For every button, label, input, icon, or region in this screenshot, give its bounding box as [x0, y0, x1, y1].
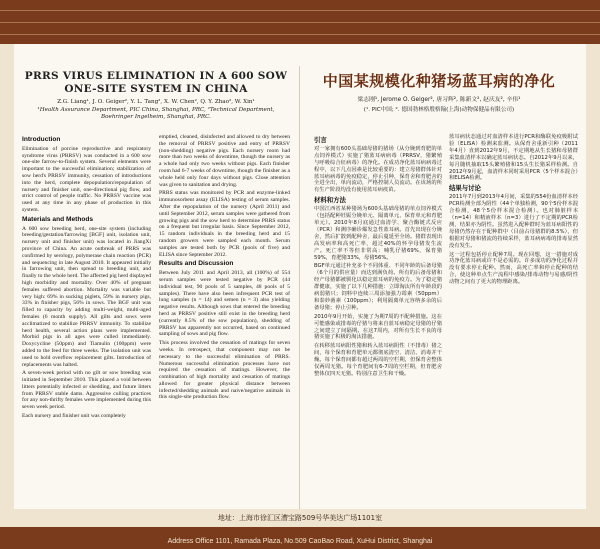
monitoring-text: PRRS status was monitored by PCR and enzyme-linked immunosorbent assay (ELISA) testing of serum samples. After the repopulation of the nursery (April 2011) and until September 2012, serum samples were gathered from growing pigs and the sow herd to determine PRRS status on a frequent but irregular basis. Since September 2012, 15 random individuals in the breeding herd and 15 random growers were sampled each month. Serum samples are tested both by PCR (pools of five) and ELISA since September 2012. — [159, 190, 290, 258]
zh-intro-heading: 引言 — [314, 136, 327, 144]
chinese-affiliations: (¹. PIC中国; ². 德国勃林格殷格翰(上海)动物保健品有限公司) — [363, 107, 515, 113]
zh-methods-text-2: BGF单元通过补充多个不同体重、不同年龄的后备母猪（6个月的供应量）而达到满负荷。所有的后备母猪和经产母猪都被驯化以稳定蓝耳病的免疫力。为了稳定猪群健康，实施了以下几种措施：立即淘汰所有年龄段的病弱猪只；饲料中连续三周添加强力霉素（50ppm）和泰妙菌素（100ppm）；利用隔离单元容纳多余的后备母猪；停止引种。 — [314, 263, 442, 311]
english-column-1 — [22, 134, 151, 422]
results-text-2: This process involved the cessation of matings for seven weeks. In retrospect, that component may not be necessary to the successful elimination of PRRS. Numerous successful elimination processes have not required the cessation of matings. However, the combination of high mortality and cessation of matings allowed for greater physical distance between infected/shedding animals and naive/negative animals in this single-site production flow. — [159, 340, 290, 401]
column-divider — [299, 66, 300, 521]
zh-results-text: 2011年7月到2013年4月间，采集的554份血清样本经PCR检测全部为阴性（44个单独检测，90个5份样本混合检测，48个5份样本混合检测）。也对肺脏样本（n=14）和精液样本（n=3）进行了不定期的PCR检测，结果亦为阴性。虽然进入配种群时为蓝耳病阳性的母猪仍然存在于配种群中（目前占母猪群的8.5%），但根据对母猪和猪流的持续采样，蓝耳病病毒的排毒显然没有发生。 — [449, 194, 578, 249]
zh-methods-heading: 材料和方法 — [314, 196, 346, 205]
english-authors: Z.G. Liang¹, J. O. Geiger², Y. L. Tang², X. W. Chen², Q. Y. Zhao², W. Xin¹ — [57, 99, 255, 105]
footer-english-address: Address Office 1101, Ramada Plaza, No.509 CaoBao Road, XuHui District, Shanghai — [167, 538, 433, 545]
methods-heading: Materials and Methods — [22, 215, 94, 223]
methods-text-2: A seven-week period with no gilt or sow breeding was initiated in September 2010. This placed a void between litters potentially infected or shedding, and future litters from PRRSV stable dams. Aggressive culling practices for any non-thrifty females were implemented during this seven week period. — [22, 370, 151, 411]
zh-methods-text: 中国江西省某种猪场为600头基础母猪的单点饲养模式（包括配种妊娠分娩单元、隔离单元、保育单元和育肥单元）。2010年8月底通过血清学、聚合酶链式反应（PCR）和测序确诊爆发急性蓝耳病。首先出现在分娩舍，然后扩散到配种舍，最后蔓延至全场。猪群表现出高发病率和高死亡率，超过40%的怀孕母猪发生流产。死亡率不等但非常高：哺乳仔猪69%，保育猪59%，育肥猪33%，母猪56%。 — [314, 206, 442, 261]
chinese-column-1 — [314, 134, 442, 380]
footer-chinese-address: 地址：上海市徐汇区漕宝路509号华美达广场1101室 — [0, 509, 600, 527]
chinese-column-2 — [449, 134, 578, 288]
intro-heading: Introduction — [22, 136, 61, 143]
methods-text-cont: emptied, cleaned, disinfected and allowed to dry between the removal of PRRSV positive and entry of PRRSV (non-shedding) negative pigs. Each nursery room had more than two weeks of downtime, though the nursery as a whole had only two weeks without pigs. Each finisher room had 6-7 weeks of downtime, though the finisher as a whole held only four days without pigs. Close attention was given to sanitation and drying. — [159, 134, 290, 188]
zh-intro-text: 对一家拥有600头基础母猪的猪场（从分娩到育肥的单点饲养模式）实施了猪蓝耳病病毒（PRRSV，猪繁殖与呼吸综合征病毒）的净化。在成功净化蓝耳病病毒过程中，以下几点因素是比较重要的：建立母猪群体针对蓝耳病病毒的免疫稳定，停止引种，保育舍和育肥舍的全进全出，单向流动，严格控制人员流动。在该场的所有生产阶段均没有使用蓝耳病疫苗。 — [314, 145, 442, 194]
methods-text-3: Each nursery and finisher unit was completely — [22, 413, 126, 420]
zh-results-heading: 结果与讨论 — [449, 184, 481, 193]
english-column-2 — [159, 134, 290, 403]
top-band — [0, 0, 600, 44]
results-text: Between July 2011 and April 2013, all (100%) of 554 serum samples were tested negative by PCR (44 individual test, 90 pools of 5 samples, 48 pools of 5 samples). There have also been infrequent PCR test of lung samples (n = 14) and semen (n = 3) also yielding negative results. Although sows that entered the breeding herd as PRRSV positive still exist in the breeding herd (currently 8.5% of the sow population), shedding of PRRSV has apparently not occurred, based on continued sampling of sows and pig flow. — [159, 270, 290, 338]
right-margin — [586, 44, 600, 527]
english-affiliations: ¹Health Assurance Department, PIC China, Shanghai, PRC, ²Technical Department, Boehringer Ingelheim, Shanghai, PRC. — [37, 107, 275, 121]
zh-methods-text-3: 2010年9月开始，实施了为期7周的不配种措施。这在可能感染或排毒的仔猪与将来自蓝耳病稳定母猪的仔猪之间建立了间隔期。在这7周内，对所有生长不良的母猪实施了积极的淘汰措施。 — [314, 313, 442, 341]
english-title: PRRS VIRUS ELIMINATION IN A 600 SOW ONE-SITE SYSTEM IN CHINA — [24, 70, 288, 95]
zh-monitoring-text: 蓝耳病状态通过对血清样本进行PCR和酶联免疫吸附试验（ELISA）检测来监测。从保育舍重新引种（2011年4月）直到2012年9月，不定期地从生长猪和母猪群采集血清样本以确定蓝耳病状态。自2012年9月以来，每月随机抽取15头繁殖猪和15头生长猪采样检测。自2012年9月起，血清样本同时采用PCR（5个样本混合）和ELISA检测。 — [449, 134, 578, 182]
methods-text: A 600 sow breeding herd, one-site system (including breeding/gestation/farrowing [BGF] unit, isolation unit, nursery unit and finisher unit) was located in JiangXi province of China. An acute outbreak of PRRS was confirmed by serology, polymerase chain reaction (PCR) and sequencing in late August 2010. It appeared initially in farrowing unit, then spread to breeding unit, and finally to the whole herd. The affected pig herd displayed high morbidity and mortality. Over 40% of pregnant females suffered abortion. Mortality was variable but very high: 69% in sucking piglets, 59% in nursery pigs, 33% in finisher pigs, 56% in sows. The BGF unit was filled to capacity by adding multi-weight, multi-aged females (6 month supply). All gilts and sows were acclimatized to stabilize PRRSV immunity. To stabilize herd health, several action plans were implemented. Morbid pigs in all ages were culled immediately. Doxycycline (50ppm) and Tiamulin (100ppm) were added to the feed for three weeks. The isolation unit was used to hold overflow replacement gilts. Introduction of replacements was halted. — [22, 225, 151, 368]
chinese-authors: 梁志刚¹, Jerome O. Geiger², 唐习辉², 陈新文², 赵庆友², 辛伟¹ — [357, 97, 521, 103]
intro-text: Elimination of porcine reproductive and respiratory syndrome virus (PRRSV) was conducted in a 600 sow one-site farrow-to-finish system. Several elements were important to the successful elimination; stabilization of sow herd's PRRSV immunity, cessation of introductions into the herd, complete depopulation/repopulation of nursery and finisher unit, one-directional pig flow, and strict control of people traffic. No PRRSV vaccine was used at any time in any phase of production in this system. — [22, 145, 151, 213]
chinese-title: 中国某规模化种猪场蓝耳病的净化 — [322, 72, 556, 90]
left-margin — [0, 44, 14, 527]
results-heading: Results and Discussion — [159, 260, 234, 268]
zh-results-text-2: 这一过程包括停止配种7周。现在回想，这一措施对成功净化蓝耳病或许不是必需的。许多成功的净化过程并没有要求停止配种。然而，高死亡率和停止配种的结合，使这种单点生产流程中感染/排毒动物与易感/阴性动物之间有了更大的物理距离。 — [449, 251, 578, 286]
zh-methods-text-4: 在转移蓝耳病阳性猪和转入蓝耳病阴性（不排毒）猪之间，每个保育和育肥单元都彻底清空、清洁、消毒并干燥。每个保育间都有超过两周的空栏期，但保育舍整体仅两周无猪。每个育肥间有6-7周的空栏期，但育肥舍整体仅四天无猪。特别注意卫生和干燥。 — [314, 343, 442, 377]
